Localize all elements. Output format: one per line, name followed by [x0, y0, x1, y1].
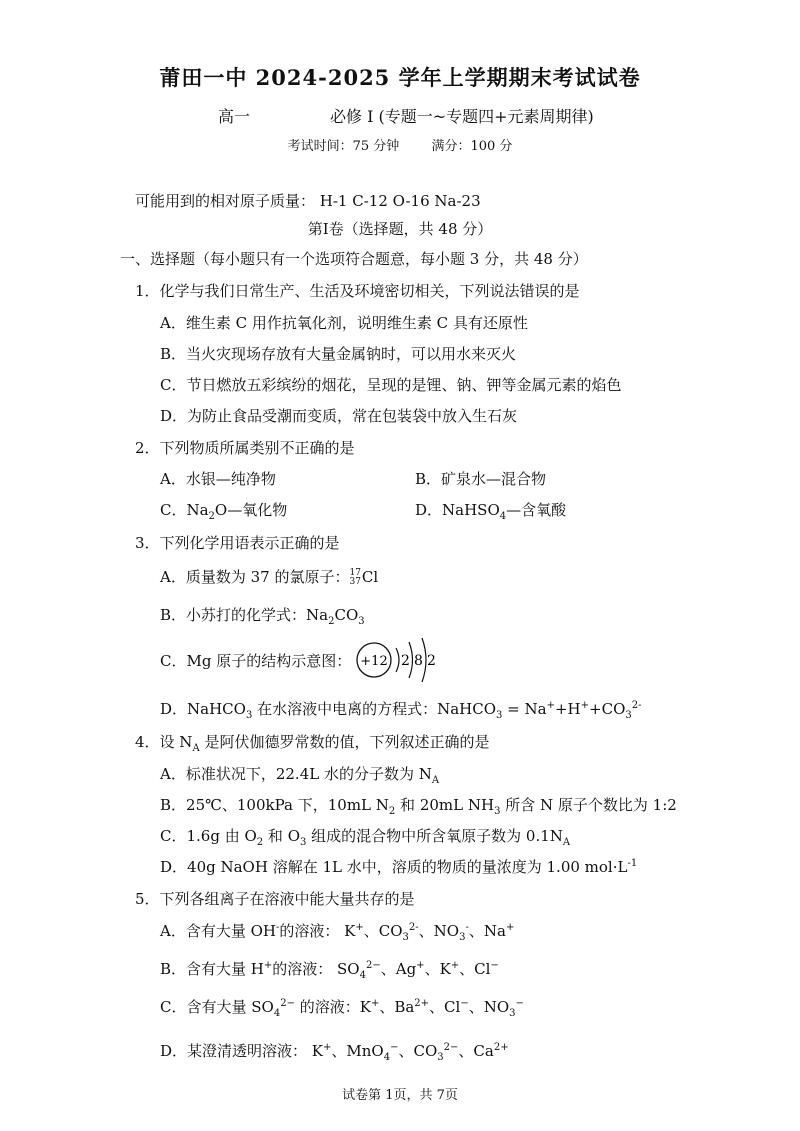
question-3: 3．下列化学用语表示正确的是: [135, 534, 340, 552]
q3-option-b: B．小苏打的化学式：$Na_2CO_3$: [160, 606, 365, 627]
q1-option-d: D．为防止食品受潮而变质，常在包装袋中放入生石灰: [160, 407, 518, 425]
question-1: 1．化学与我们日常生产、生活及环境密切相关，下列说法错误的是: [135, 282, 580, 300]
shell-electrons-1: 2: [401, 653, 410, 669]
q1-option-a: A．维生素 C 用作抗氧化剂，说明维生素 C 具有还原性: [160, 314, 528, 332]
exam-info: [0, 135, 800, 154]
q4-option-c: C．1.6g 由 $O_2$ 和 $O_3$ 组成的混合物中所含氧原子数为 $0.1N_A$: [160, 827, 571, 848]
q1-option-b: B．当火灾现场存放有大量金属钠时，可以用水来灭火: [160, 345, 517, 363]
shell-electrons-2: 8: [414, 653, 423, 669]
q2-option-c: C．$Na_2O—$氧化物: [160, 501, 288, 522]
exam-score: 满分：100 分: [431, 139, 513, 154]
section-heading: 一、选择题（每小题只有一个选项符合题意，每小题 3 分，共 48 分）: [120, 250, 588, 268]
q5-option-d: D．某澄清透明溶液： K+、MnO$_4$−、$CO_3^{2-}$、$Ca^{2+}$: [160, 1042, 509, 1063]
part-heading: 第Ⅰ卷（选择题，共 48 分）: [307, 220, 493, 238]
page-footer: 试卷第 1页，共 7页: [342, 1088, 458, 1103]
q2-option-b: B．矿泉水—混合物: [415, 470, 547, 488]
shell-electrons-3: 2: [427, 653, 436, 669]
q3-option-a: A．质量数为 37 的氯原子：17 37Cl: [160, 568, 379, 587]
question-2: 2．下列物质所属类别不正确的是: [135, 439, 355, 457]
nucleus-charge: +12: [360, 654, 388, 669]
atomic-masses: 可能用到的相对原子质量： H-1 C-12 O-16 Na-23: [135, 192, 481, 210]
shell-arc-1: [396, 648, 399, 672]
mg-atom-structure-diagram: [352, 630, 442, 686]
q5-option-c: C．含有大量 $SO_4^{2-}$ 的溶液：K+、$Ba^{2+}$、Cl−、$NO_3^-$: [160, 998, 524, 1019]
q4-option-b: B．25℃、100kPa 下，10mL $N_2$ 和 20mL $NH_3$ 所含 N 原子个数比为 1:2: [160, 796, 677, 817]
q5-option-b: B．含有大量 H+的溶液： $SO_4^{2-}$、Ag+、K+、Cl−: [160, 960, 499, 981]
exam-title: 莆田一中 2024-2025 学年上学期期末考试试卷: [159, 65, 641, 90]
q1-option-c: C．节日燃放五彩缤纷的烟花，呈现的是锂、钠、钾等金属元素的焰色: [160, 376, 622, 394]
q2-option-d: D．NaHSO$_4$—含氧酸: [415, 501, 567, 522]
question-4: 4．设 $N_A$ 是阿伏伽德罗常数的值，下列叙述正确的是: [135, 733, 490, 754]
q4-option-d: D．40g NaOH 溶解在 1L 水中，溶质的物质的量浓度为 1.00 $mol\cdot L^{-1}$: [160, 858, 638, 876]
q4-option-a: A．标准状况下，22.4L 水的分子数为 $N_A$: [160, 765, 440, 786]
question-5: 5．下列各组离子在溶液中能大量共存的是: [135, 890, 415, 908]
q2-option-a: A．水银—纯净物: [160, 470, 276, 488]
isotope-notation: 17 37: [349, 568, 361, 587]
q3-option-d: D．NaHCO$_3$ 在水溶液中电离的方程式：NaHCO$_3$ = $Na^++H^++CO_3^{2-}$: [160, 700, 642, 721]
q3-option-c: C．Mg 原子的结构示意图：: [160, 652, 352, 670]
module-label: 必修 I (专题一~专题四+元素周期律): [330, 107, 594, 126]
grade-label: 高一: [218, 107, 251, 126]
exam-time: 考试时间：75 分钟: [287, 139, 400, 154]
q5-option-a: A．含有大量 OH-的溶液： K+、$CO_3^{2-}$、$NO_3^-$、Na+: [160, 922, 515, 943]
